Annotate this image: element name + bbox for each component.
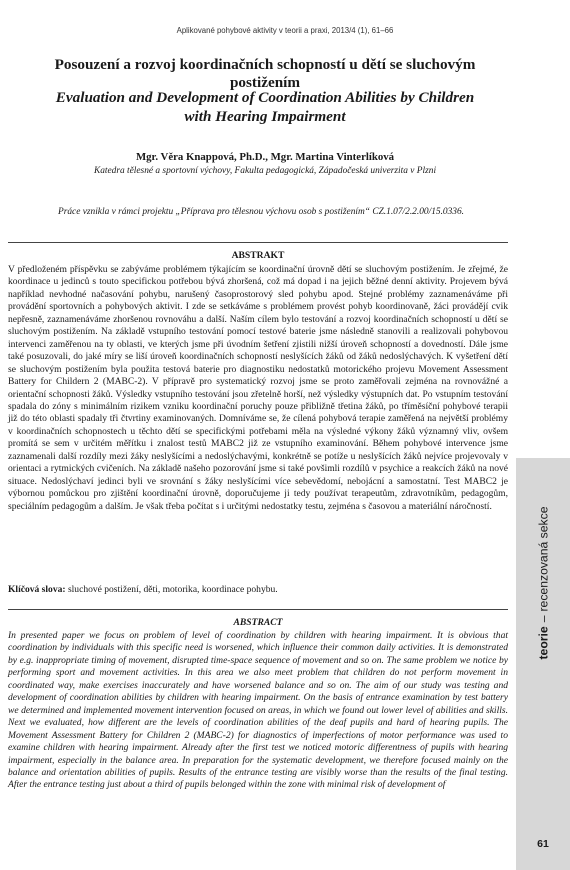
title-english-line-2: with Hearing Impairment [184,108,346,125]
running-head: Aplikované pohybové aktivity v teorii a praxi, 2013/4 (1), 61–66 [176,26,394,35]
keywords [8,584,508,596]
article-title-czech: Posouzení a rozvoj koordinačních schopností u dětí se sluchovým postižením [54,56,476,91]
side-label-teorie: teorie [536,626,550,660]
abstrakt-heading: ABSTRAKT [231,250,285,261]
article-title-english [20,88,510,126]
divider-middle [8,609,508,610]
keywords-text: sluchové postižení, děti, motorika, koordinace pohybu. [67,584,278,595]
section-side-label [516,458,570,708]
title-english-line-1: Evaluation and Development of Coordination Abilities by Children [55,89,475,106]
authors: Mgr. Věra Knappová, Ph.D., Mgr. Martina Vinterlíková [135,151,395,163]
keywords-label: Klíčová slova: [8,584,66,595]
side-label-rest: recenzovaná sekce [536,506,550,612]
divider-top [8,242,508,243]
side-label-dash: – [536,615,550,623]
abstrakt-body: V předloženém příspěvku se zabýváme problémem týkajícím se koordinační úrovně dětí se sluchovým postižením. Je zřejmé, že koordinace u jedinců s touto specifickou potřebou bývá zhoršená, což má dopad i na jejich běžné denní aktivity. Projevem bývá například nevhodné načasování pohybu, narušený časoprostorový sled pohybu apod. Stejné problémy zaznamenáváme při provádění sportovních a pohybových aktivit. I zde se setkáváme s problémem provést pohyb koordinovaně, žáci provádějí cvik nepřesně, zaznamenáváme zhoršenou rovnováhu a další. Naším cílem bylo testování a rozvoj koordinačních schopností u dětí se sluchovým postižením. Na základě vstupního testování pomocí testové baterie jsme následně stanovili a realizovali pohybovou intervenci zaměřenou na ty oblasti, ve kterých jsme při úvodním šetření zjistili nižší úroveň schopností a dovedností. Dále jsme také posuzovali, do jaké míry se liší úroveň koordinačních schopností neslyšících žáků od žáků nedoslýchavých. K vyšetření dětí se sluchovým postižením byla použita testová baterie pro diagnostiku nedostatků motorického projevu Movement Assessment Battery for Childern 2 (MABC-2). V přípravě pro systematický rozvoj jsme se proto zaměřovali zejména na rovnovážné a orientační schopnosti žáků. Výsledky vstupního testování jsou zřetelně horší, než výsledky výstupních dat. Po vstupním testování spadala do zóny s minimálním rizikem vzniku koordinační poruchy pouze přibližně třetina žáků, po tříměsíční pohybové terapii již do této oblasti spadaly tři čtvrtiny examinovaných. Domníváme se, že cílená pohybová terapie zaměřená na největší problémy v koordinačních schopnostech u těchto dětí se specifickými potřebami měla na výsledné výkony žáků významný vliv, ovšem promítá se sem v určitém měřítku i znalost testů MABC2 již ze vstupního examinování. Během pohybové intervence jsme zaznamenali další rozdíly mezi žáky neslyšícími a nedoslýchavými, konkrétně se potíže u neslyšících žáků nejvíce projevovaly v orientaci a rytmických cvičeních. Na základě našeho pozorování jsme si také povšimli rozdílů v psychice a reakcích žáků na nové situace. Nedoslýchaví jedinci byli ve srovnání s žáky neslyšícími více sebevědomí, nebojácní a samostatní. Test MABC2 je výbornou pomůckou pro zjištění koordinační úrovně, doporučujeme ji tedy používat terapeutům, zdravotníkům, pedagogům, speciálním pedagogům a dalším. Je však třeba počítat s i určitými nedostatky testu, zejména s časovou a materiální náročností. [8,264,508,512]
affiliation: Katedra tělesné a sportovní výchovy, Fakulta pedagogická, Západočeská univerzita v Plzni [93,166,437,176]
project-note: Práce vznikla v rámci projektu „Příprava pro tělesnou výchovu osob s postižením“ CZ.1.07/2.2.00/15.0336. [57,207,465,217]
abstract-heading: ABSTRACT [233,617,283,628]
abstract-body: In presented paper we focus on problem of level of coordination by children with hearing impairment. It is obvious that coordination by individuals with this specific need is worsened, which influence their common daily activities. It is demonstrated by e.g. inappropriate timing of movement, disrupted time-space sequence of movement and so on. The same problem we notice by performing sport and movement activities. In this area we also meet problem that children do not perform movement in coordinated way, make exercises inaccurately and have worsened balance and so on. The aim of our study was testing and development of coordination abilities by children with hearing impairment. On the basis of entrance examination by test battery we determined and implemented movement intervention focused on areas, in which we found out lower level of abilities and skills. Next we evaluated, how different are the levels of coordination abilities of the deaf pupils and hard of hearing pupils. The Movement Assessment Battery for Children 2 (MABC-2) for diagnostics of imperfections of motor performance was used to examine children with hearing impairment. Already after the first test we noticed motoric differentness of pupils with hearing impairment, especially in the balance area. In preparation for the systematic development, we therefore focused mainly on the balance and orientation abilities of pupils. Results of the entrance testing are visibly worse than the results of the final testing. After the entrance testing just about a third of pupils belonged within the zone with minimal risk of development of [8,630,508,791]
page-number: 61 [537,838,549,850]
